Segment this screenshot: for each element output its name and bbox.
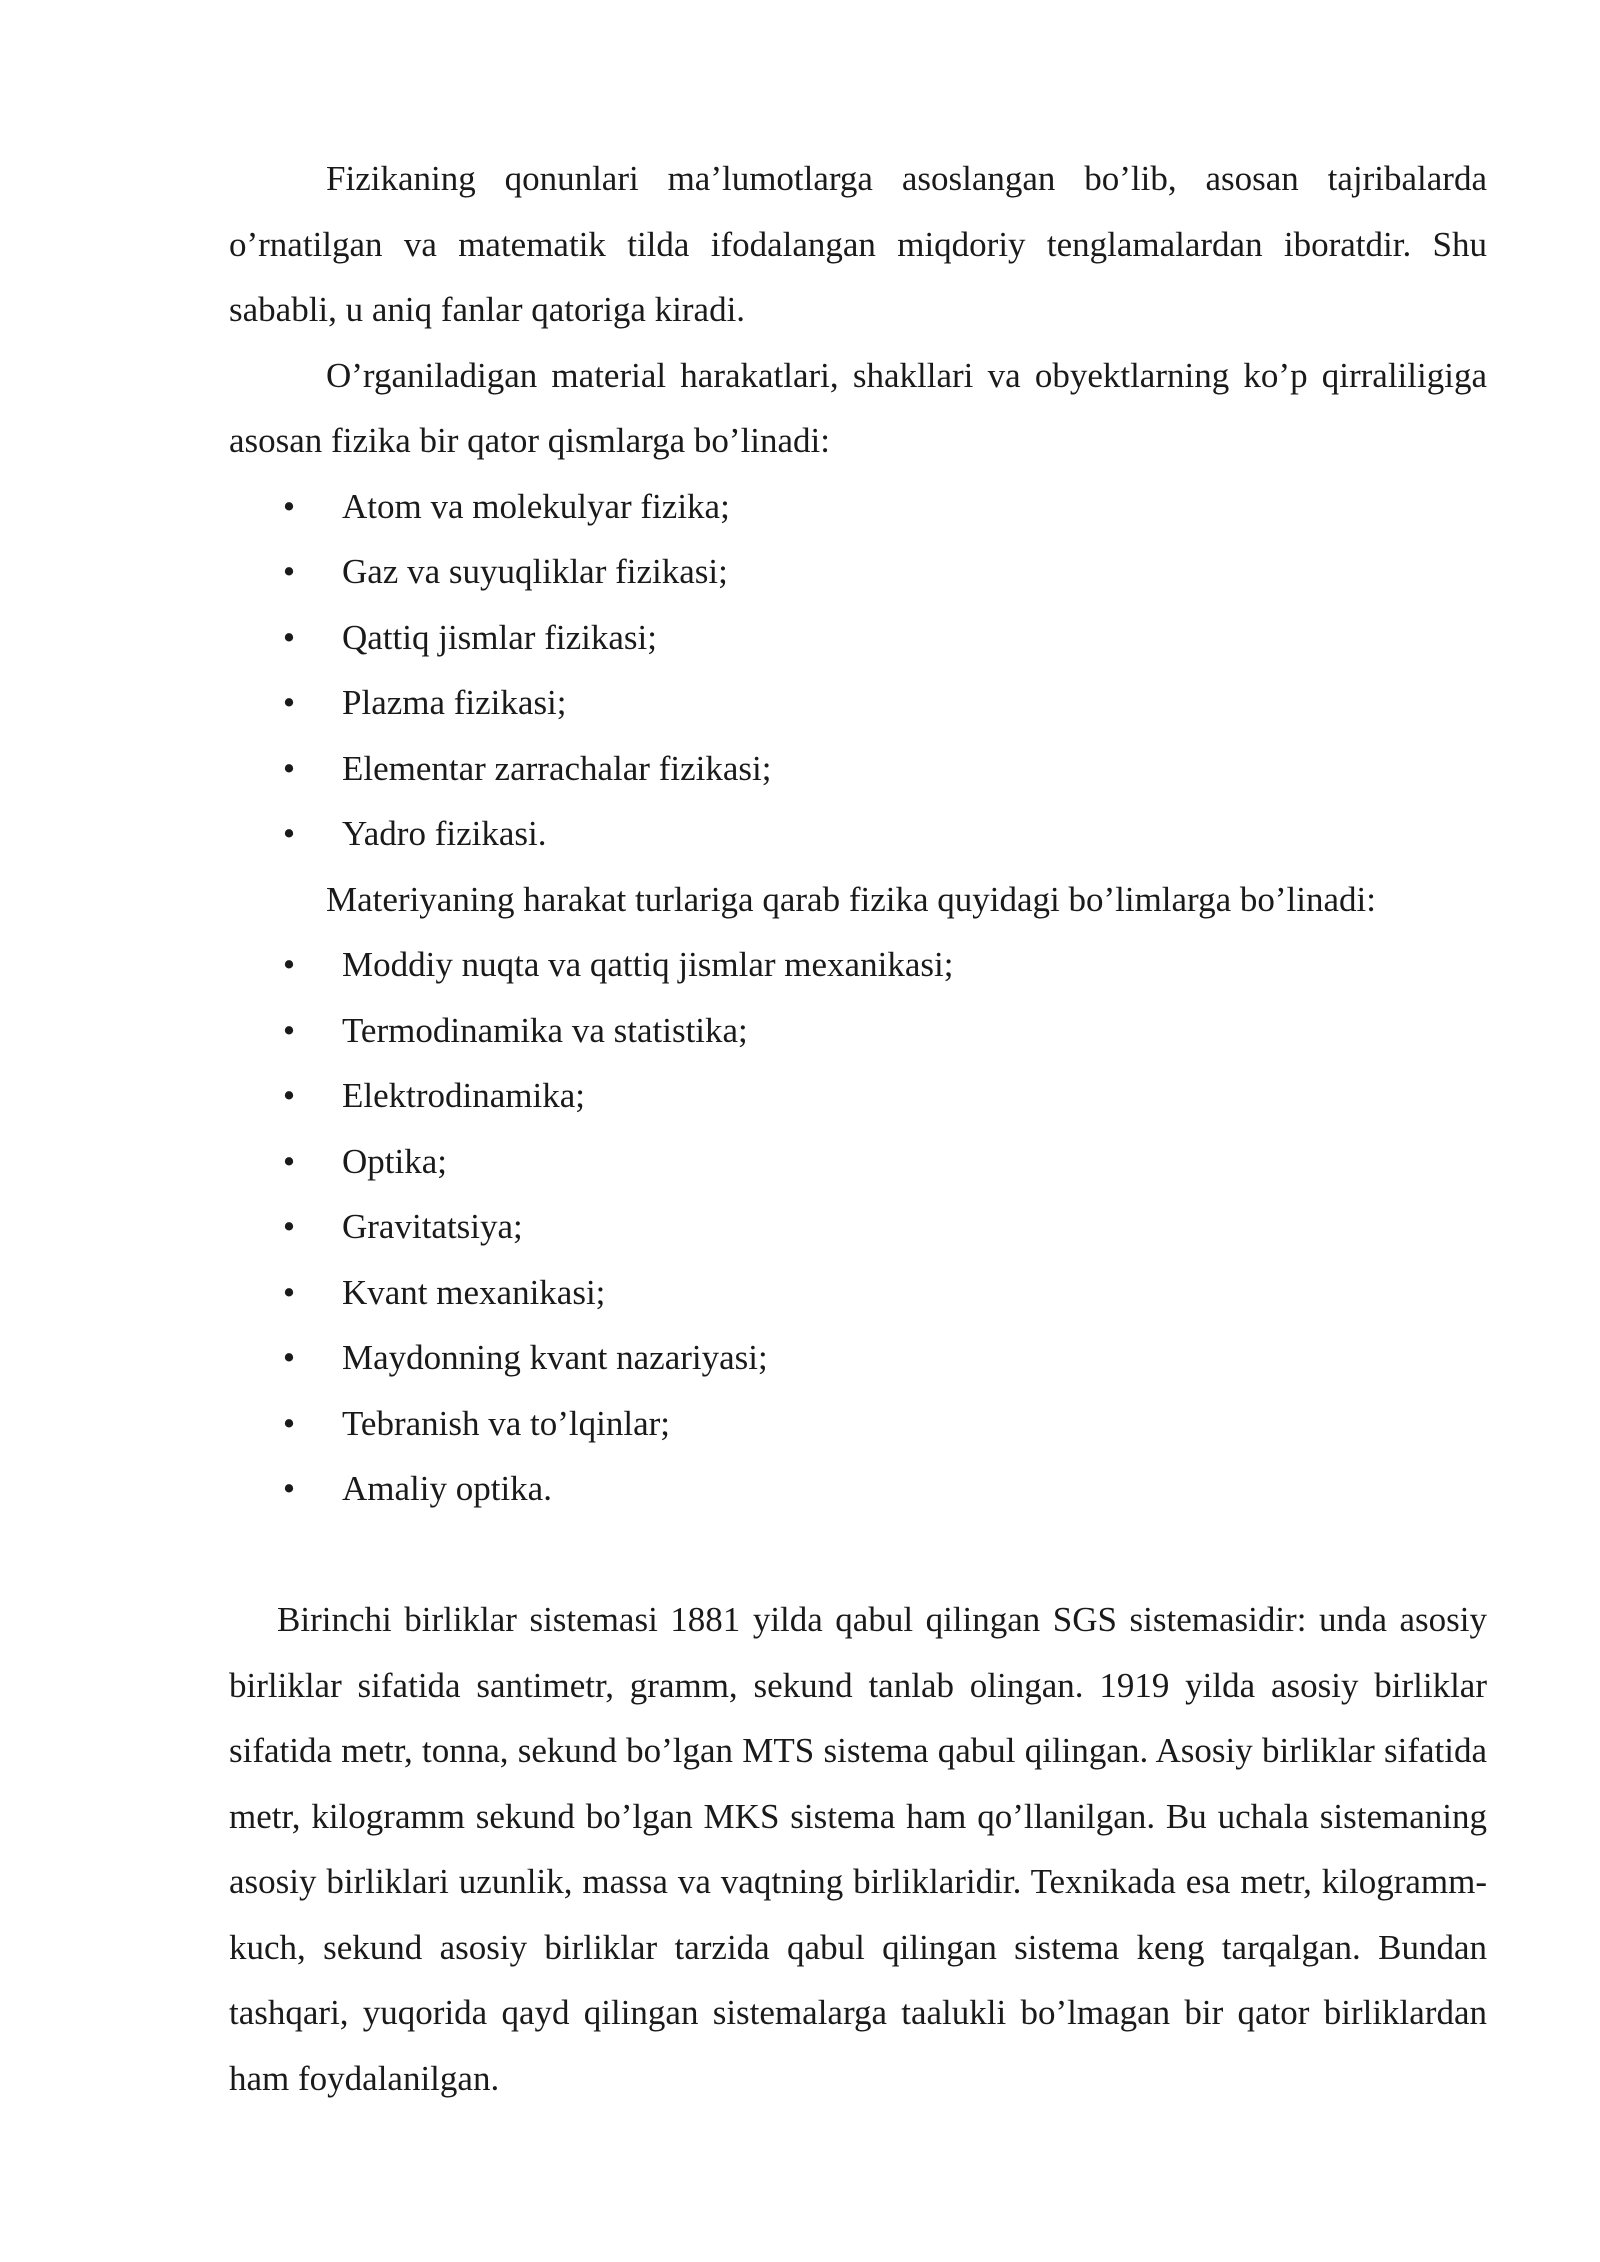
bullet-icon: • [282, 1010, 296, 1050]
paragraph-physics-divisions-intro: O’rganiladigan material harakatlari, shakllari va obyektlarning ko’p qirraliligiga asosan fizika bir qator qismlarga bo’linadi: [229, 355, 1487, 460]
list-item [229, 1194, 1487, 1260]
list-item-text: Atom va molekulyar fizika; [342, 486, 730, 526]
list-item-text: Termodinamika va statistika; [342, 1010, 748, 1050]
bullet-icon: • [282, 1403, 296, 1443]
bullet-icon: • [282, 552, 296, 591]
list-item [229, 801, 1487, 867]
blank-line [229, 1522, 1487, 1588]
list-item-text: Elementar zarrachalar fizikasi; [342, 748, 772, 788]
bullet-icon: • [282, 1141, 296, 1181]
list-physics-parts [229, 474, 1487, 867]
paragraph-physics-laws: Fizikaning qonunlari ma’lumotlarga asoslangan bo’lib, asosan tajribalarda o’rnatilgan va matematik tilda ifodalangan miqdoriy tenglamalardan iboratdir. Shu sababli, u aniq fanlar qatoriga kiradi. [229, 159, 1487, 329]
list-item [229, 932, 1487, 998]
list-physics-sections [229, 932, 1487, 1522]
paragraph-motion-types-intro: Materiyaning harakat turlariga qarab fizika quyidagi bo’limlarga bo’linadi: [326, 879, 1376, 919]
bullet-icon: • [282, 617, 296, 657]
list-item [229, 1063, 1487, 1129]
list-item [229, 605, 1487, 671]
list-item-text: Moddiy nuqta va qattiq jismlar mexanikasi; [342, 945, 954, 984]
list-item [229, 736, 1487, 802]
bullet-icon: • [282, 1076, 296, 1115]
bullet-icon: • [282, 814, 296, 853]
bullet-icon: • [282, 1272, 296, 1312]
list-item-text: Gaz va suyuqliklar fizikasi; [342, 552, 728, 591]
list-item [229, 1325, 1487, 1391]
list-item-text: Qattiq jismlar fizikasi; [342, 617, 657, 657]
list-item-text: Gravitatsiya; [342, 1207, 523, 1246]
list-item [229, 1391, 1487, 1457]
list-item [229, 1456, 1487, 1522]
bullet-icon: • [282, 945, 296, 984]
document-page [229, 146, 1487, 2111]
list-item [229, 670, 1487, 736]
list-item-text: Plazma fizikasi; [342, 683, 567, 722]
list-item-text: Elektrodinamika; [342, 1076, 585, 1115]
list-item [229, 1129, 1487, 1195]
bullet-icon: • [282, 1207, 296, 1246]
list-item-text: Kvant mexanikasi; [342, 1272, 606, 1312]
list-item-text: Yadro fizikasi. [342, 814, 547, 853]
list-item-text: Maydonning kvant nazariyasi; [342, 1338, 768, 1377]
bullet-icon: • [282, 1469, 296, 1508]
bullet-icon: • [282, 748, 296, 788]
paragraph-unit-systems: Birinchi birliklar sistemasi 1881 yilda qabul qilingan SGS sistemasidir: unda asosiy birliklar sifatida santimetr, gramm, sekund tanlab olingan. 1919 yilda asosiy birliklar sifatida metr, tonna, sekund bo’lgan MTS sistema qabul qilingan. Asosiy birliklar sifatida metr, kilogramm sekund bo’lgan MKS sistema ham qo’llanilgan. Bu uchala sistemaning asosiy birliklari uzunlik, massa va vaqtning birliklaridir. Texnikada esa metr, kilogramm-kuch, sekund asosiy birliklar tarzida qabul qilingan sistema keng tarqalgan. Bundan tashqari, yuqorida qayd qilingan sistemalarga taalukli bo’lmagan bir qator birliklardan ham foydalanilgan. [229, 1600, 1487, 2098]
list-item-text: Optika; [342, 1141, 447, 1181]
list-item [229, 474, 1487, 540]
list-item-text: Amaliy optika. [342, 1469, 552, 1508]
list-item [229, 539, 1487, 605]
list-item [229, 998, 1487, 1064]
bullet-icon: • [282, 683, 296, 722]
bullet-icon: • [282, 486, 296, 526]
bullet-icon: • [282, 1338, 296, 1377]
list-item-text: Tebranish va to’lqinlar; [342, 1403, 671, 1443]
list-item [229, 1260, 1487, 1326]
